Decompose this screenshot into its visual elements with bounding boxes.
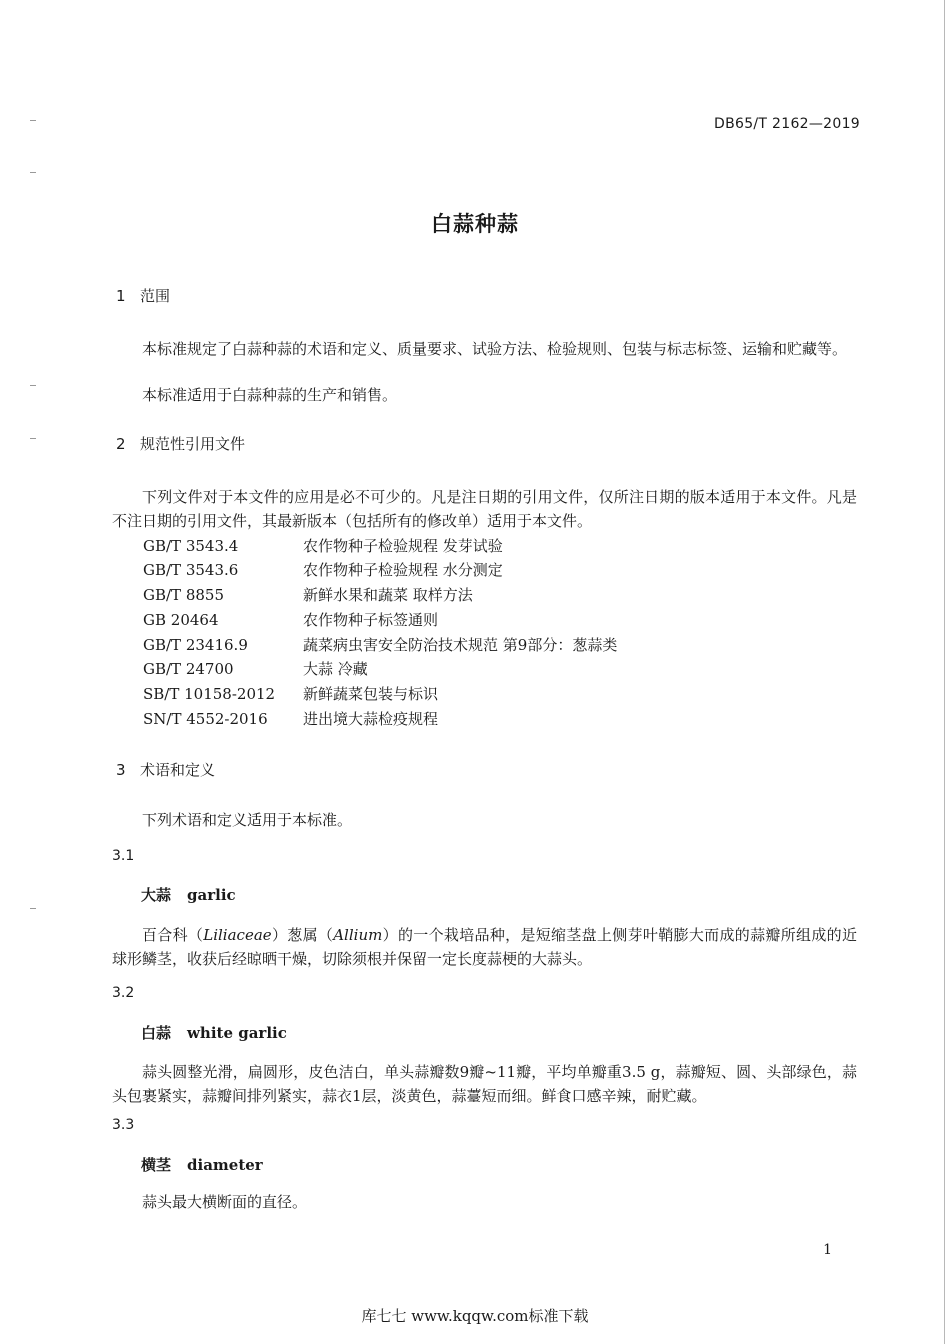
reference-title: 新鲜蔬菜包装与标识 bbox=[303, 685, 439, 703]
page-number: 1 bbox=[823, 1242, 832, 1258]
latin-name: Allium bbox=[333, 926, 383, 944]
references-intro: 下列文件对于本文件的应用是必不可少的。凡是注日期的引用文件，仅所注日期的版本适用于本文件。凡是不注日期的引用文件，其最新版本（包括所有的修改单）适用于本文件。 bbox=[112, 488, 857, 530]
standard-code: DB65/T 2162—2019 bbox=[714, 116, 860, 132]
reference-code: GB/T 3543.4 bbox=[143, 537, 239, 555]
reference-row bbox=[143, 535, 503, 556]
reference-title: 农作物种子检验规程 发芽试验 bbox=[303, 537, 503, 555]
term-heading bbox=[141, 1022, 287, 1043]
scan-mark bbox=[30, 120, 36, 121]
term-en: garlic bbox=[187, 886, 236, 904]
reference-row bbox=[143, 584, 473, 605]
reference-title: 农作物种子标签通则 bbox=[303, 611, 439, 629]
reference-row bbox=[143, 609, 438, 630]
term-definition: 蒜头最大横断面的直径。 bbox=[142, 1193, 308, 1211]
term-number: 3.1 bbox=[112, 848, 135, 864]
reference-code: GB/T 8855 bbox=[143, 586, 225, 604]
reference-code: GB/T 23416.9 bbox=[143, 636, 248, 654]
section-1-heading bbox=[116, 285, 170, 306]
section-number: 3 bbox=[116, 761, 126, 779]
section-3-heading bbox=[116, 759, 215, 780]
section-number: 1 bbox=[116, 287, 126, 305]
term-definition bbox=[112, 923, 857, 971]
reference-code: GB/T 3543.6 bbox=[143, 561, 239, 579]
reference-row bbox=[143, 559, 503, 580]
section-2-heading bbox=[116, 433, 245, 454]
footer-watermark: 库七七 www.kqqw.com标准下载 bbox=[361, 1307, 589, 1325]
definition-text: ）的一个栽培品种，是短缩茎盘上侧芽叶鞘膨大而成的蒜瓣所组成的近球形鳞茎，收获后经晾晒干燥，切除须根并保留一定长度蒜梗的大蒜头。 bbox=[112, 926, 857, 968]
reference-code: GB 20464 bbox=[143, 611, 219, 629]
term-definition: 蒜头圆整光滑，扁圆形，皮色洁白，单头蒜瓣数9瓣~11瓣，平均单瓣重3.5 g，蒜瓣短、圆、头部绿色，蒜头包裹紧实，蒜瓣间排列紧实，蒜衣1层，淡黄色，蒜薹短而细。鲜食口感辛辣，耐贮藏。 bbox=[112, 1063, 857, 1105]
latin-name: Liliaceae bbox=[203, 926, 272, 944]
term-number: 3.3 bbox=[112, 1117, 135, 1133]
scan-mark bbox=[30, 385, 36, 386]
reference-title: 大蒜 冷藏 bbox=[303, 660, 368, 678]
definition-text: 百合科（ bbox=[142, 926, 204, 944]
terms-intro: 下列术语和定义适用于本标准。 bbox=[142, 811, 353, 829]
term-zh: 大蒜 bbox=[141, 886, 172, 904]
section-number: 2 bbox=[116, 435, 126, 453]
document-title: 白蒜种蒜 bbox=[431, 212, 519, 236]
reference-title: 进出境大蒜检疫规程 bbox=[303, 710, 439, 728]
section-title: 范围 bbox=[140, 287, 171, 305]
scan-mark bbox=[30, 172, 36, 173]
reference-code: SB/T 10158-2012 bbox=[143, 685, 276, 703]
term-zh: 横茎 bbox=[141, 1156, 172, 1174]
reference-title: 新鲜水果和蔬菜 取样方法 bbox=[303, 586, 473, 604]
term-heading bbox=[141, 1154, 263, 1175]
reference-title: 农作物种子检验规程 水分测定 bbox=[303, 561, 503, 579]
reference-row bbox=[143, 683, 438, 704]
reference-title: 蔬菜病虫害安全防治技术规范 第9部分：葱蒜类 bbox=[303, 636, 618, 654]
reference-row bbox=[143, 658, 368, 679]
section-title: 术语和定义 bbox=[140, 761, 216, 779]
definition-text: ）葱属（ bbox=[271, 926, 334, 944]
scan-edge-line bbox=[944, 0, 945, 1344]
scope-paragraph: 本标准适用于白蒜种蒜的生产和销售。 bbox=[142, 386, 398, 404]
reference-code: SN/T 4552-2016 bbox=[143, 710, 268, 728]
term-heading bbox=[141, 884, 236, 905]
reference-row bbox=[143, 708, 438, 729]
reference-row bbox=[143, 634, 617, 655]
term-number: 3.2 bbox=[112, 985, 135, 1001]
reference-code: GB/T 24700 bbox=[143, 660, 234, 678]
scan-mark bbox=[30, 438, 36, 439]
scope-paragraph: 本标准规定了白蒜种蒜的术语和定义、质量要求、试验方法、检验规则、包装与标志标签、运输和贮藏等。 bbox=[142, 340, 848, 358]
scan-mark bbox=[30, 908, 36, 909]
section-title: 规范性引用文件 bbox=[140, 435, 246, 453]
term-en: white garlic bbox=[187, 1024, 287, 1042]
term-en: diameter bbox=[187, 1156, 263, 1174]
term-zh: 白蒜 bbox=[141, 1024, 172, 1042]
